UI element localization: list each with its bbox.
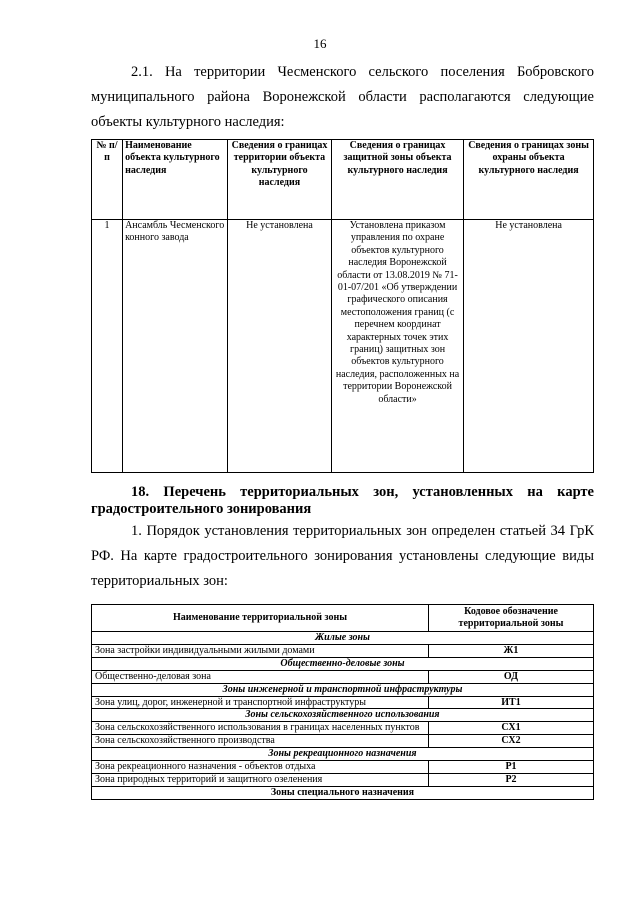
zone-name: Зона рекреационного назначения - объектов отдыха <box>92 760 429 773</box>
zone-group-row <box>92 683 594 696</box>
zone-code: СХ2 <box>429 735 594 748</box>
zone-name: Зона улиц, дорог, инженерной и транспортной инфраструктуры <box>92 696 429 709</box>
table-row <box>92 670 594 683</box>
section-heading <box>91 484 594 518</box>
table-row <box>92 773 594 786</box>
zones-header-code: Кодовое обозначение территориальной зоны <box>429 605 594 632</box>
section-paragraph-text: 1. Порядок установления территориальных зон определен статьей 34 ГрК РФ. На карте градостроительного зонирования установлены следующие виды территориальных зон: <box>91 523 594 589</box>
table-row <box>92 645 594 658</box>
zone-group-label: Зоны сельскохозяйственного использования <box>92 709 594 722</box>
heritage-cell-name: Ансамбль Чесменского конного завода <box>123 220 228 473</box>
zone-group-label: Общественно-деловые зоны <box>92 657 594 670</box>
zones-table <box>91 604 594 800</box>
heritage-header-protective: Сведения о границах защитной зоны объекта культурного наследия <box>331 140 463 220</box>
zone-group-row <box>92 632 594 645</box>
zone-group-row <box>92 747 594 760</box>
zone-group-row <box>92 786 594 799</box>
zone-name: Общественно-деловая зона <box>92 670 429 683</box>
heritage-header-row <box>92 140 594 220</box>
zone-code: СХ1 <box>429 722 594 735</box>
zone-name: Зона природных территорий и защитного озеленения <box>92 773 429 786</box>
heritage-table <box>91 139 594 473</box>
intro-paragraph <box>91 60 594 135</box>
zone-name: Зона сельскохозяйственного использования в границах населенных пунктов <box>92 722 429 735</box>
zones-body <box>92 632 594 800</box>
heritage-header-guard: Сведения о границах зоны охраны объекта культурного наследия <box>464 140 594 220</box>
heritage-cell-num: 1 <box>92 220 123 473</box>
zone-group-label: Зоны рекреационного назначения <box>92 747 594 760</box>
zone-code: Ж1 <box>429 645 594 658</box>
zone-code: Р1 <box>429 760 594 773</box>
zone-code: ОД <box>429 670 594 683</box>
table-row <box>92 760 594 773</box>
zones-header-row <box>92 605 594 632</box>
zone-name: Зона сельскохозяйственного производства <box>92 735 429 748</box>
intro-text: 2.1. На территории Чесменского сельского поселения Бобровского муниципального района Воронежской области располагаются следующие объекты культурного наследия: <box>91 64 594 130</box>
section-paragraph <box>91 519 594 594</box>
heritage-cell-guard: Не установлена <box>464 220 594 473</box>
page-number: 16 <box>313 36 327 51</box>
table-row <box>92 735 594 748</box>
zones-header-name: Наименование территориальной зоны <box>92 605 429 632</box>
zone-name: Зона застройки индивидуальными жилыми домами <box>92 645 429 658</box>
zone-group-row <box>92 709 594 722</box>
section-heading-text: 18. Перечень территориальных зон, установленных на карте градостроительного зонирования <box>91 484 594 517</box>
heritage-cell-protective: Установлена приказом управления по охране объектов культурного наследия Воронежской области от 13.08.2019 № 71-01-07/201 «Об утверждении графического описания местоположения границ (с перечнем координат характерных точек этих границ) защитных зон объектов культурного наследия, расположенных на территории Воронежской области» <box>331 220 463 473</box>
heritage-header-name: Наименование объекта культурного наследия <box>123 140 228 220</box>
zone-group-label: Зоны инженерной и транспортной инфраструктуры <box>92 683 594 696</box>
zone-code: ИТ1 <box>429 696 594 709</box>
heritage-cell-territory: Не установлена <box>228 220 332 473</box>
heritage-header-num: № п/п <box>92 140 123 220</box>
zone-group-label: Зоны специального назначения <box>92 786 594 799</box>
zone-group-row <box>92 657 594 670</box>
heritage-header-territory: Сведения о границах территории объекта культурного наследия <box>228 140 332 220</box>
zone-code: Р2 <box>429 773 594 786</box>
table-row <box>92 722 594 735</box>
table-row <box>92 220 594 473</box>
zone-group-label: Жилые зоны <box>92 632 594 645</box>
table-row <box>92 696 594 709</box>
